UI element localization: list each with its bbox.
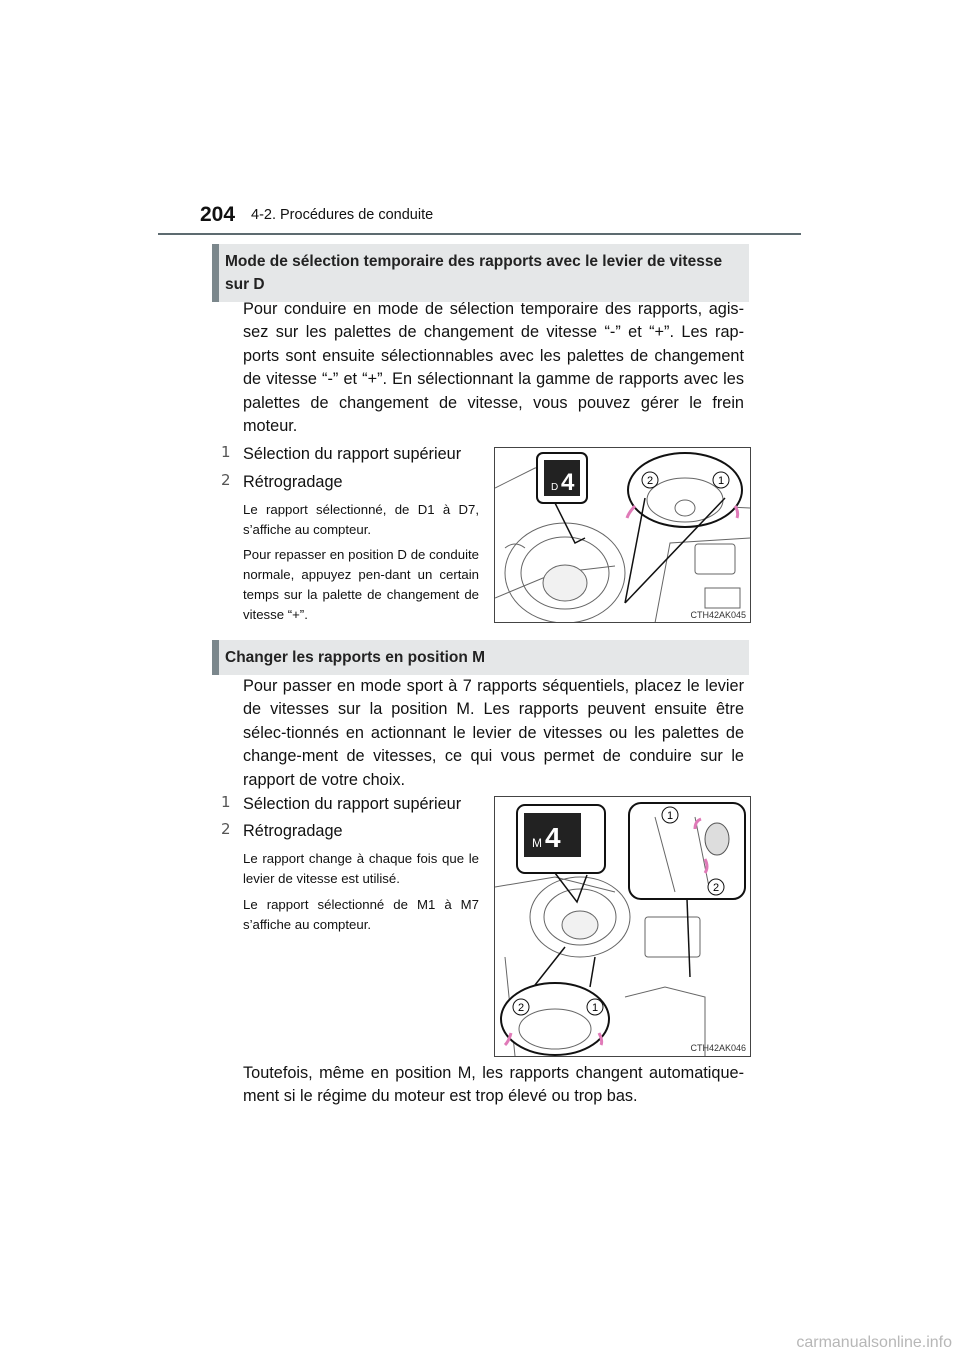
lever-callout-number-1: 1 [667,810,674,822]
item-number: 2 [221,820,231,838]
paddle-shift-illustration [495,448,750,622]
item-label: Sélection du rapport supérieur [243,445,462,463]
figure-m-position-shift [494,796,751,1057]
section2-note-display: Le rapport sélectionné de M1 à M7 s’affiche au compteur. [243,897,479,932]
section1-note-display: Le rapport sélectionné, de D1 à D7, s’affiche au compteur. [243,502,479,537]
section1-paragraph: Pour conduire en mode de sélection temporaire des rapports, agis-sez sur les palettes de changement de vitesse “-” et “+”. Les rap-ports sont ensuite sélectionnables avec les palettes de changement de vitesse “-” et “+”. En sélectionnant la gamme de rapports avec les palettes de changement de vitesse, vous pouvez gérer le frein moteur. [243,300,744,436]
gear-mode-letter: M [532,836,542,850]
figure-code: CTH42AK045 [690,610,746,620]
item-label: Rétrogradage [243,822,343,840]
m-position-illustration [495,797,750,1056]
header-rule [158,233,801,235]
lever-callout-number-2: 2 [713,882,720,894]
section1-item-downshift [221,471,343,493]
section2-note-each-change: Le rapport change à chaque fois que le levier de vitesse est utilisé. [243,851,479,886]
section2-paragraph: Pour passer en mode sport à 7 rapports séquentiels, placez le levier de vitesses sur la position M. Les rapports peuvent ensuite être sélec-tionnés en actionnant le levier de vitesses ou les palettes de change-ment de vitesses, ce qui vous permet de conduire sur le rapport de votre choix. [243,677,744,789]
item-number: 1 [221,443,231,461]
wheel-callout-number-2: 2 [518,1002,525,1014]
watermark: carmanualsonline.info [796,1334,952,1351]
item-label: Rétrogradage [243,473,343,491]
page-number: 204 [200,203,236,226]
section1-note-return-d: Pour repasser en position D de conduite normale, appuyez pen-dant un certain temps sur la palette de changement de vitesse “+”. [243,547,479,622]
item-number: 2 [221,471,231,489]
section2-closing-paragraph: Toutefois, même en position M, les rapports changent automatique-ment si le régime du moteur est trop élevé ou trop bas. [243,1064,744,1106]
gear-mode-letter: D [551,482,559,493]
downshift-arrow-icon [627,506,635,518]
callout-number-1: 1 [718,475,725,487]
section2-item-downshift [221,820,343,842]
wheel-callout-number-1: 1 [592,1002,599,1014]
section-heading-m-position: Changer les rapports en position M [212,640,749,675]
upshift-arrow-icon [735,506,738,518]
callout-number-2: 2 [647,475,654,487]
gear-digit: 4 [545,822,561,853]
figure-paddle-shift-d [494,447,751,623]
figure-code: CTH42AK046 [690,1043,746,1053]
section2-item-upshift [221,793,462,815]
section1-item-upshift [221,443,462,465]
gear-digit: 4 [561,469,575,496]
section-heading-temporary-mode: Mode de sélection temporaire des rapports avec le levier de vitesse sur D [212,244,749,302]
chapter-title: 4-2. Procédures de conduite [251,207,434,223]
item-number: 1 [221,793,231,811]
item-label: Sélection du rapport supérieur [243,795,462,813]
